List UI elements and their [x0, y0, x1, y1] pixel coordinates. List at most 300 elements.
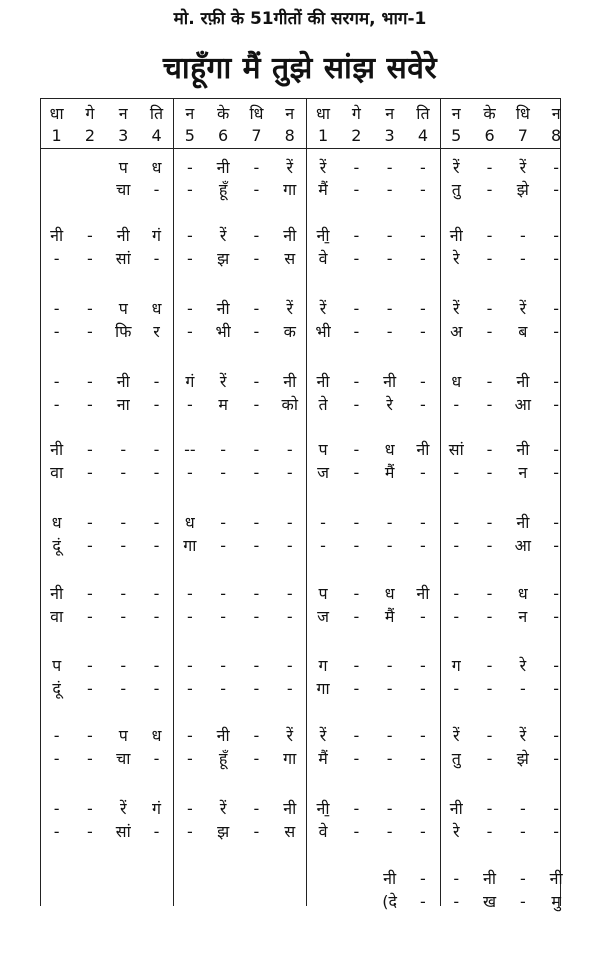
notation-cell: - — [253, 372, 260, 391]
notation-cell: - — [87, 440, 93, 459]
notation-cell: भी — [315, 322, 331, 341]
notation-cell: प — [118, 158, 128, 177]
notation-cell: - — [353, 536, 360, 555]
beat-number: 6 — [218, 126, 229, 145]
notation-cell: - — [486, 679, 493, 698]
notation-cell: - — [420, 869, 426, 888]
notation-cell: - — [87, 749, 93, 768]
notation-cell: झ — [217, 822, 230, 841]
notation-cell: - — [553, 322, 560, 341]
notation-cell: - — [253, 536, 260, 555]
notation-cell: मैं — [384, 463, 395, 482]
notation-cell: - — [186, 584, 193, 603]
notation-cell: - — [386, 158, 393, 177]
notation-cell: गं — [152, 226, 162, 245]
notation-cell: नी — [283, 799, 297, 818]
notation-cell: नी — [283, 372, 297, 391]
notation-cell: रें — [519, 726, 527, 745]
notation-cell: हूँ — [218, 180, 228, 199]
notation-cell: - — [353, 679, 360, 698]
notation-cell: को — [281, 395, 298, 414]
notation-cell: - — [386, 299, 393, 318]
beat-name: गे — [351, 104, 361, 123]
notation-cell: नी̱ — [316, 226, 330, 245]
notation-cell: दूं — [52, 536, 61, 555]
notation-cell: - — [153, 440, 160, 459]
song-title: चाहूँगा मैं तुझे सांझ सवेरे — [162, 51, 438, 86]
beat-number: 5 — [451, 126, 462, 145]
beat-name: के — [216, 104, 230, 123]
notation-cell: - — [353, 158, 360, 177]
notation-cell: वे — [318, 249, 328, 268]
beat-name: के — [483, 104, 496, 123]
notation-cell: - — [253, 607, 260, 626]
notation-cell: - — [386, 799, 393, 818]
notation-cell: - — [120, 440, 127, 459]
notation-cell: - — [353, 395, 360, 414]
notation-cell: गं — [152, 799, 162, 818]
notation-cell: - — [120, 463, 127, 482]
notation-cell: गा — [283, 180, 297, 199]
notation-cell: वा — [50, 607, 64, 626]
notation-cell: - — [253, 440, 260, 459]
notation-cell: - — [353, 463, 360, 482]
notation-cell: - — [120, 513, 127, 532]
notation-cell: प — [118, 726, 128, 745]
notation-cell: - — [420, 679, 426, 698]
notation-cell: आ — [514, 395, 532, 414]
notation-cell: नी — [516, 440, 530, 459]
notation-cell: - — [153, 536, 160, 555]
notation-cell: - — [87, 799, 93, 818]
notation-cell: नी — [383, 869, 397, 888]
notation-cell: - — [186, 322, 193, 341]
bar-line — [440, 98, 441, 906]
notation-cell: क — [283, 322, 296, 341]
notation-cell: - — [53, 372, 60, 391]
beat-number: 6 — [484, 126, 495, 145]
notation-cell: - — [386, 513, 393, 532]
notation-cell: - — [153, 463, 160, 482]
notation-cell: - — [420, 656, 426, 675]
notation-cell: - — [486, 440, 493, 459]
notation-cell: - — [486, 226, 493, 245]
notation-cell: - — [186, 463, 193, 482]
notation-cell: - — [253, 584, 260, 603]
notation-cell: - — [87, 536, 93, 555]
notation-cell: प — [52, 656, 62, 675]
beat-name: न — [451, 104, 461, 123]
notation-cell: - — [553, 584, 560, 603]
notation-cell: ध — [451, 372, 462, 391]
notation-cell: - — [220, 656, 227, 675]
notation-cell: - — [253, 513, 260, 532]
notation-cell: ना — [116, 395, 130, 414]
notation-cell: - — [486, 822, 493, 841]
notation-cell: - — [420, 180, 426, 199]
beat-number: 8 — [284, 126, 295, 145]
notation-cell: - — [153, 607, 160, 626]
notation-cell: - — [553, 607, 560, 626]
notation-cell: रे — [452, 249, 460, 268]
notation-cell: - — [353, 299, 360, 318]
bar-line — [173, 98, 174, 906]
notation-cell: - — [453, 513, 460, 532]
notation-cell: ग — [451, 656, 461, 675]
notation-cell: सां — [115, 822, 131, 841]
beat-name: न — [285, 104, 295, 123]
notation-cell: ध — [384, 440, 395, 459]
notation-cell: ज — [317, 607, 329, 626]
notation-cell: - — [553, 513, 560, 532]
notation-cell: - — [87, 372, 93, 391]
beat-number: 5 — [184, 126, 195, 145]
notation-cell: स — [284, 822, 296, 841]
beat-name: ति — [149, 104, 164, 123]
beat-number: 2 — [351, 126, 362, 145]
notation-cell: रें — [219, 226, 227, 245]
notation-cell: - — [186, 607, 193, 626]
notation-cell: प — [318, 584, 328, 603]
notation-cell: गा — [316, 679, 330, 698]
notation-cell: - — [286, 679, 293, 698]
notation-cell: - — [486, 395, 493, 414]
notation-cell: चा — [116, 180, 131, 199]
notation-cell: फि — [115, 322, 132, 341]
beat-name: धा — [316, 104, 331, 123]
notation-cell: नी — [416, 440, 430, 459]
notation-cell: - — [519, 822, 526, 841]
header-rule — [40, 148, 560, 149]
notation-cell: - — [420, 726, 426, 745]
notation-cell: - — [519, 249, 526, 268]
notation-cell: नी — [516, 513, 530, 532]
notation-cell: - — [220, 513, 227, 532]
notation-cell: - — [153, 679, 160, 698]
notation-cell: - — [486, 299, 493, 318]
notation-cell: हूँ — [218, 749, 228, 768]
notation-cell: - — [286, 656, 293, 675]
notation-cell: - — [553, 372, 560, 391]
beat-name: धा — [49, 104, 64, 123]
notation-cell: नी — [216, 158, 230, 177]
notation-cell: न — [518, 463, 528, 482]
notation-cell: - — [519, 679, 526, 698]
notation-cell: - — [386, 749, 393, 768]
notation-cell: - — [253, 799, 260, 818]
notation-cell: - — [253, 726, 260, 745]
notation-cell: नी — [116, 372, 130, 391]
notation-cell: - — [87, 322, 93, 341]
notation-cell: रे — [519, 656, 527, 675]
notation-cell: - — [553, 536, 560, 555]
notation-cell: - — [87, 249, 93, 268]
notation-cell: - — [420, 749, 426, 768]
notation-cell: सां — [448, 440, 464, 459]
notation-cell: नी — [216, 726, 230, 745]
notation-cell: - — [553, 158, 560, 177]
notation-cell: - — [553, 226, 560, 245]
notation-cell: - — [220, 440, 227, 459]
notation-cell: रें — [452, 299, 460, 318]
notation-cell: - — [453, 395, 460, 414]
notation-cell: रें — [286, 726, 294, 745]
notation-cell: - — [253, 226, 260, 245]
notation-cell: - — [453, 892, 460, 911]
notation-cell: - — [553, 463, 560, 482]
notation-cell: - — [253, 395, 260, 414]
notation-cell: रें — [219, 799, 227, 818]
notation-cell: रे — [452, 822, 460, 841]
notation-cell: - — [453, 463, 460, 482]
notation-cell: - — [386, 726, 393, 745]
notation-cell: नी — [116, 226, 130, 245]
beat-name: गे — [85, 104, 95, 123]
notation-cell: - — [320, 536, 326, 555]
notation-cell: - — [486, 584, 493, 603]
notation-cell: - — [353, 322, 360, 341]
beat-number: 4 — [417, 126, 429, 145]
notation-cell: - — [120, 656, 127, 675]
notation-cell: तु — [451, 180, 461, 199]
notation-cell: - — [486, 158, 493, 177]
notation-cell: - — [553, 440, 560, 459]
notation-cell: मैं — [318, 749, 328, 768]
notation-cell: - — [353, 607, 360, 626]
notation-cell: - — [186, 656, 193, 675]
notation-cell: नी — [50, 440, 64, 459]
notation-cell: - — [120, 607, 127, 626]
notation-cell: मैं — [384, 607, 395, 626]
notation-cell: नी — [449, 799, 463, 818]
notation-cell: ध — [517, 584, 528, 603]
notation-cell: - — [53, 322, 60, 341]
notation-cell: ते — [318, 395, 328, 414]
notation-cell: रें — [219, 372, 227, 391]
notation-cell: - — [553, 299, 560, 318]
notation-cell: - — [486, 372, 493, 391]
beat-number: 1 — [51, 126, 62, 145]
notation-cell: - — [453, 869, 460, 888]
notation-cell: - — [453, 536, 460, 555]
notation-cell: - — [486, 249, 493, 268]
notation-cell: - — [386, 180, 393, 199]
notation-cell: प — [318, 440, 328, 459]
notation-cell: - — [386, 679, 393, 698]
notation-cell: - — [386, 226, 393, 245]
notation-cell: - — [286, 584, 293, 603]
notation-cell: - — [286, 513, 293, 532]
beat-number: 1 — [317, 126, 329, 145]
notation-cell: - — [253, 322, 260, 341]
notation-cell: - — [386, 656, 393, 675]
notation-cell: रें — [119, 799, 127, 818]
notation-cell: ध — [51, 513, 62, 532]
beat-name: न — [385, 104, 395, 123]
notation-cell: - — [486, 656, 493, 675]
notation-cell: रें — [319, 726, 327, 745]
notation-cell: - — [519, 799, 526, 818]
notation-cell: नी — [283, 226, 297, 245]
notation-cell: - — [386, 822, 393, 841]
notation-cell: - — [353, 180, 360, 199]
notation-cell: - — [519, 869, 526, 888]
notation-cell: ज — [317, 463, 329, 482]
notation-cell: - — [87, 513, 93, 532]
notation-cell: - — [386, 249, 393, 268]
notation-cell: झे — [516, 749, 529, 768]
notation-cell: - — [87, 726, 93, 745]
notation-cell: - — [386, 322, 393, 341]
beat-number: 4 — [151, 126, 162, 145]
notation-cell: वा — [50, 463, 64, 482]
notation-cell: - — [153, 249, 160, 268]
notation-cell: ध — [384, 584, 395, 603]
notation-cell: - — [87, 226, 93, 245]
notation-cell: - — [486, 536, 493, 555]
notation-cell: - — [353, 799, 360, 818]
notation-cell: - — [553, 679, 560, 698]
notation-cell: - — [286, 463, 293, 482]
notation-cell: - — [186, 679, 193, 698]
notation-cell: - — [486, 607, 493, 626]
notation-cell: - — [186, 226, 193, 245]
notation-cell: - — [53, 299, 60, 318]
notation-cell: - — [87, 299, 93, 318]
notation-cell: - — [186, 822, 193, 841]
notation-cell: ध — [151, 158, 162, 177]
notation-cell: - — [486, 513, 493, 532]
notation-cell: - — [420, 299, 426, 318]
notation-cell: - — [353, 726, 360, 745]
notation-cell: - — [220, 584, 227, 603]
notation-cell: - — [420, 822, 426, 841]
notation-cell: गा — [183, 536, 197, 555]
notation-cell: - — [420, 536, 426, 555]
notation-cell: - — [87, 463, 93, 482]
notation-cell: ख — [483, 892, 497, 911]
notation-cell: - — [87, 679, 93, 698]
notation-cell: - — [253, 180, 260, 199]
notation-cell: - — [553, 799, 560, 818]
notation-cell: र — [153, 322, 160, 341]
notation-cell: प — [118, 299, 128, 318]
notation-cell: - — [353, 656, 360, 675]
beat-number: 3 — [384, 126, 395, 145]
notation-cell: - — [420, 607, 426, 626]
notation-cell: -- — [184, 440, 196, 459]
notation-cell: - — [153, 584, 160, 603]
notation-cell: - — [186, 726, 193, 745]
notation-cell: - — [153, 822, 160, 841]
notation-cell: गा — [283, 749, 297, 768]
notation-cell: - — [553, 249, 560, 268]
notation-cell: - — [420, 322, 426, 341]
notation-cell: - — [153, 395, 160, 414]
notation-cell: नी — [216, 299, 230, 318]
notation-cell: नी — [416, 584, 430, 603]
notation-cell: - — [53, 726, 60, 745]
notation-cell: - — [87, 822, 93, 841]
notation-cell: - — [253, 158, 260, 177]
notation-cell: - — [53, 749, 60, 768]
notation-cell: - — [420, 892, 426, 911]
notation-cell: नी̱ — [316, 799, 330, 818]
notation-cell: - — [553, 749, 560, 768]
beat-number: 3 — [118, 126, 129, 145]
notation-cell: नी — [316, 372, 330, 391]
beat-name: धि — [515, 104, 530, 123]
notation-cell: - — [553, 822, 560, 841]
notation-cell: दूं — [52, 679, 61, 698]
notation-cell: - — [353, 440, 360, 459]
notation-cell: - — [353, 749, 360, 768]
notation-cell: - — [120, 584, 127, 603]
notation-cell: - — [153, 513, 160, 532]
top-rule — [40, 98, 560, 99]
notation-cell: - — [420, 513, 426, 532]
notation-cell: गं — [185, 372, 195, 391]
notation-cell: - — [53, 395, 60, 414]
notation-cell: नी — [449, 226, 463, 245]
notation-cell: स — [284, 249, 296, 268]
notation-cell: - — [220, 607, 227, 626]
notation-cell: - — [519, 892, 526, 911]
bar-line — [560, 98, 561, 906]
notation-cell: - — [486, 799, 493, 818]
notation-cell: - — [453, 679, 460, 698]
notation-cell: सां — [115, 249, 131, 268]
beat-name: धि — [249, 104, 264, 123]
notation-cell: - — [420, 158, 426, 177]
notation-cell: - — [153, 372, 160, 391]
notation-cell: - — [220, 536, 227, 555]
notation-cell: - — [253, 463, 260, 482]
notation-cell: - — [486, 180, 493, 199]
notation-cell: - — [353, 372, 360, 391]
notation-cell: - — [253, 656, 260, 675]
notation-cell: - — [253, 822, 260, 841]
beat-number: 8 — [551, 126, 562, 145]
page-header: मो. रफ़ी के 51गीतों की सरगम, भाग-1 — [173, 9, 427, 29]
notation-cell: - — [420, 395, 426, 414]
notation-cell: ध — [184, 513, 195, 532]
notation-cell: - — [320, 513, 326, 532]
notation-cell: - — [87, 607, 93, 626]
notation-cell: - — [186, 749, 193, 768]
notation-cell: - — [153, 749, 160, 768]
notation-cell: - — [186, 158, 193, 177]
notation-cell: तु — [451, 749, 461, 768]
notation-cell: - — [519, 226, 526, 245]
notation-cell: झे — [516, 180, 529, 199]
notation-cell: - — [286, 607, 293, 626]
notation-cell: अ — [450, 322, 463, 341]
notation-cell: नी — [549, 869, 563, 888]
notation-cell: - — [253, 749, 260, 768]
notation-cell: - — [453, 607, 460, 626]
notation-cell: रें — [519, 158, 527, 177]
notation-cell: नी — [483, 869, 497, 888]
notation-cell: (दे — [382, 892, 398, 911]
notation-cell: - — [120, 679, 127, 698]
notation-cell: - — [386, 536, 393, 555]
notation-cell: रें — [286, 158, 294, 177]
notation-cell: - — [253, 679, 260, 698]
notation-cell: आ — [514, 536, 532, 555]
notation-cell: - — [53, 799, 60, 818]
notation-cell: - — [186, 395, 193, 414]
